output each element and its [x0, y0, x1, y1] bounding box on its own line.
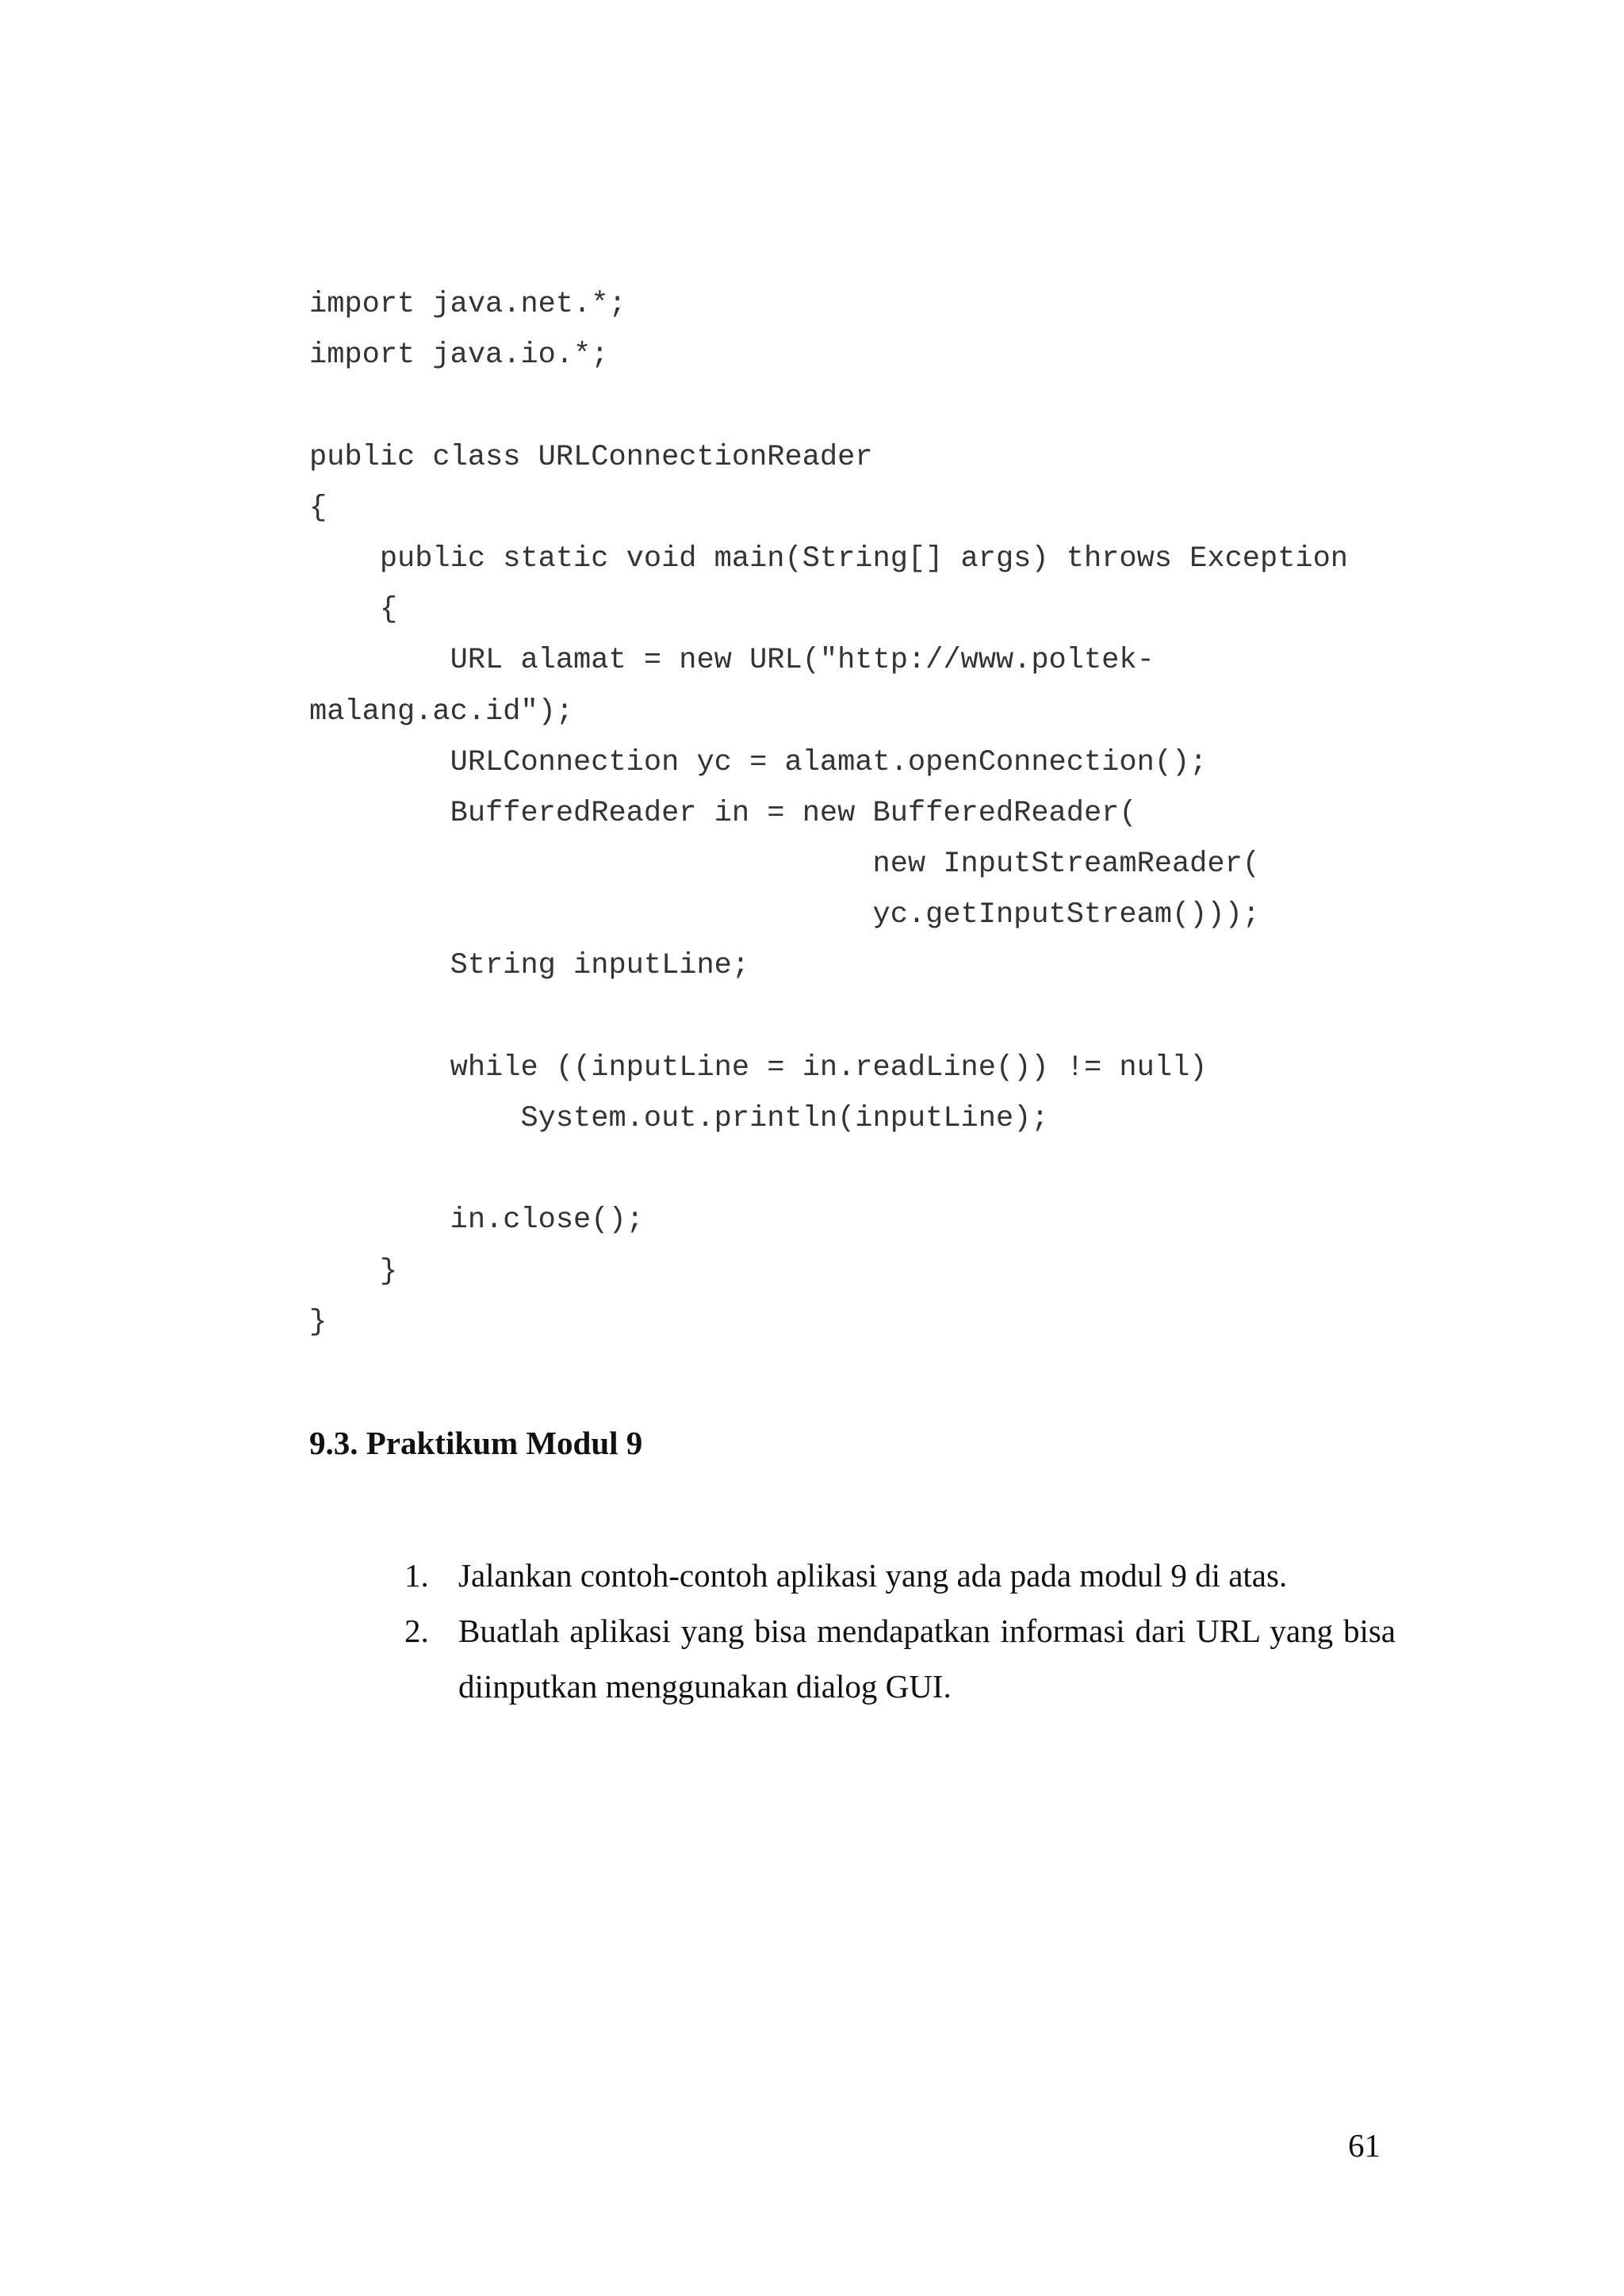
code-line: in.close(); — [309, 1203, 644, 1238]
code-line: yc.getInputStream())); — [309, 898, 1260, 932]
code-line: } — [309, 1254, 398, 1288]
task-number: 1. — [404, 1557, 429, 1594]
code-line: URLConnection yc = alamat.openConnection(); — [309, 745, 1208, 779]
code-line: import java.net.*; — [309, 288, 626, 321]
code-line: String inputLine; — [309, 949, 750, 983]
task-item-2 — [404, 1603, 1396, 1714]
code-line: { — [309, 491, 327, 525]
code-line: new InputStreamReader( — [309, 848, 1260, 882]
section-heading: 9.3. Praktikum Modul 9 — [309, 1425, 643, 1461]
code-line: malang.ac.id"); — [309, 695, 574, 729]
code-line: public class URLConnectionReader — [309, 440, 873, 474]
task-text: Jalankan contoh-contoh aplikasi yang ada pada modul 9 di atas. — [458, 1557, 1288, 1594]
code-line: { — [309, 593, 398, 627]
task-item-1 — [404, 1548, 1396, 1603]
code-line: import java.io.*; — [309, 339, 609, 373]
task-text: Buatlah aplikasi yang bisa mendapatkan informasi dari URL yang bisa diinputkan menggunakan dialog GUI. — [458, 1613, 1396, 1705]
code-line: BufferedReader in = new BufferedReader( — [309, 796, 1137, 830]
page-number: 61 — [1348, 2127, 1381, 2164]
code-line: while ((inputLine = in.readLine()) != null) — [309, 1050, 1208, 1085]
code-line: public static void main(String[] args) throws Exception — [309, 541, 1349, 576]
code-line — [309, 381, 1419, 431]
code-line — [309, 1144, 1419, 1195]
task-list — [404, 1548, 1396, 1714]
code-line: } — [309, 1305, 327, 1339]
code-line — [309, 992, 1419, 1043]
code-listing — [309, 279, 1419, 1348]
code-line: URL alamat = new URL("http://www.poltek- — [309, 644, 1155, 678]
task-number: 2. — [404, 1613, 429, 1649]
code-line: System.out.println(inputLine); — [309, 1102, 1049, 1135]
